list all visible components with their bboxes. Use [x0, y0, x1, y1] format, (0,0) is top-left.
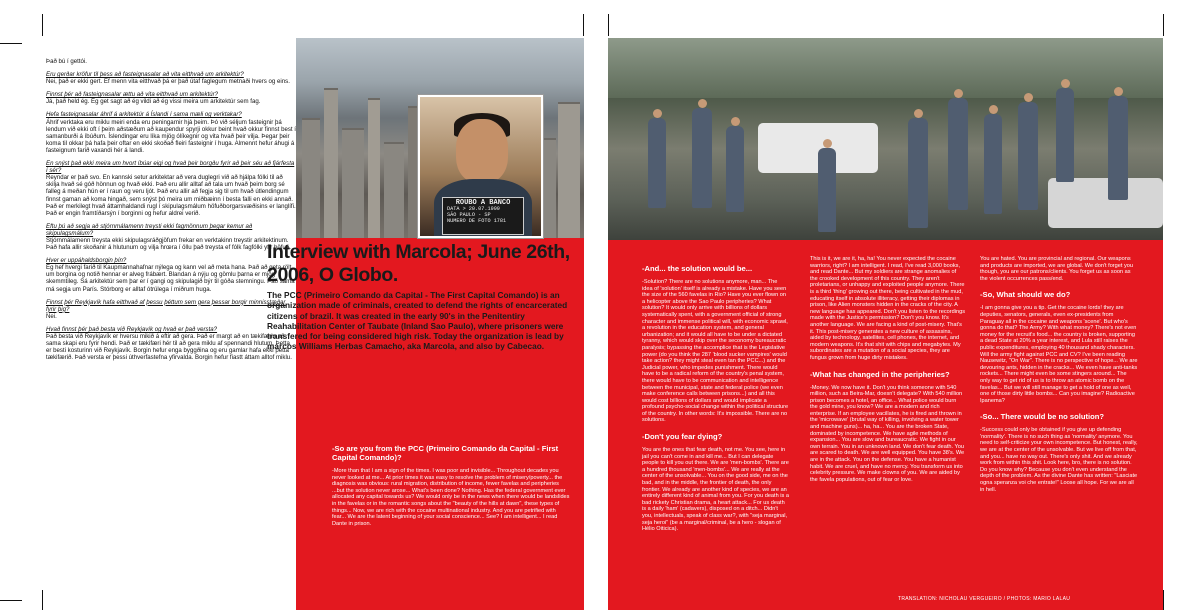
paragraph	[46, 160, 296, 217]
placard-city: SÃO PAULO - SP	[447, 212, 491, 218]
paragraph-question: Eru gerðar kröfur til þess að fasteignasalar að vita eitthvað um arkitektúr?	[46, 71, 244, 79]
article-column-2	[810, 256, 965, 489]
paragraph	[46, 58, 296, 65]
paragraph	[46, 91, 296, 105]
section-heading: -So... There would be no solution?	[980, 412, 1105, 422]
crop-mark	[1163, 14, 1164, 36]
section-heading: -Don't you fear dying?	[642, 432, 723, 442]
mugshot-photo	[418, 95, 543, 238]
article-column-1	[642, 256, 789, 539]
crop-mark	[608, 14, 609, 36]
crop-mark	[0, 600, 22, 601]
section-text: You are hated. You are provincial and regional. Our weapons and products are imported, we are global. We don't forget you though, you are our patrons/clients. You forget us as soon as the violent occurrences pass/end.	[980, 256, 1134, 282]
paragraph-answer: Áhrif verktaka eru miklu meiri enda eru peningarnir hjá þeim. Þó við séljum fasteignir þá lendum við ekki oft í þeim aðstæðum að kaupendur spyrji okkur beint hvað okkur finnst best í samanburði á íbúðum. Íslendingar eru líka mjög ólíkegnir og vita hvað þeir vilja. Þegar þeir koma til okkar þá hafa þeir oftar en ekki skoðað fleiri fasteignir í huga. Almennt hefur áhugi á fasteignum farið vaxandi hér á landi.	[46, 118, 296, 154]
section-text: -Solution? There are no solutions anymore, man... The idea of 'solution' itself is already a mistake. Have you seen the size of the 560 favelas in Rio? Have you ever flown on a helicopter above the Sao Paulo peripheries? What solution? It would only arrive with billions of dollars systematically spent, with a government official of strong character and immense political will, with economic sprawl, a revolution in the education system, and general urbanization; and it would all have to be under a dictated tyranny, which would skip over the seconomy bureaucratic paralysis; bypassing the accomplice that is the Legislative power (do you think the 287 'blood sucker vampires' would take action? they might steal even tan the PCC...) and the Judicial power, who impedes punishment. There would have to be a radical reform of the country's penal system, there would have to be communication and intelligence between the municipal, state and federal police (we even make conference calls between prisons...) and all this would cost billions of dollars and would implicate a profound psycho-social change within the political structure of the country. In other words: It's impossible. There are no solutions.	[642, 279, 789, 424]
paragraph	[46, 71, 296, 85]
paragraph-answer: Það bú í gettói.	[46, 58, 87, 65]
photo-credit: TRANSLATION: NICHOLAU VERGUEIRO / PHOTOS: MARIO LALAU	[898, 596, 1071, 602]
section-heading: -What has changed in the peripheries?	[810, 369, 950, 379]
paragraph-answer: Já, það held ég. Ég get sagt að ég vildi að ég vissi meira um arkitektúr sem fag.	[46, 98, 261, 106]
article-column-3	[980, 256, 1138, 499]
paragraph-question: Finnst þér Reykjavík hafa eitthvað af þessu þéttum sem gera þessar borgir minnisstæðar fyrir þig?	[46, 298, 286, 313]
section-heading: -So, What should we do?	[980, 290, 1071, 300]
paragraph-question: Hefa fasteignasalar áhrif á arkitektúr á Íslandi í sama mæli og verktakar?	[46, 111, 242, 119]
paragraph-question: En snýst það ekki meira um hvort íbúar eigi og hvað þeir borgðu fyrir að þeir séu að fjárfesta í sér?	[46, 160, 295, 175]
paragraph	[46, 299, 296, 320]
section-text: -Money. We now have it. Don't you think someone with 540 million, such as Beira-Mar, doesn't delegate? With 540 million prison becomes a hotel, an office... What police would burn the gold mine, you know? We are a modern and rich enterprise. If an employee vacillates, he is fired and thrown in the 'microwave' (brutal way of killing, involving a water tower and machine guns)... ha, ha... You are the broken State, dominated by incompetence. We have agile methods of expansion... You are slow and bureaucratic. We fight in our own terrain. You in an unknown land. We don't fear death. You are scared to death. We are well equipped. You have 38's. We are in the attack. You on the defense. You have a humanist habit. We are cruel, and have no mercy. You transform us into celebrity pressure. We make clowns of you. We are aided by the favela populations, out of fear or love.	[810, 384, 965, 483]
answer-text: -More than that I am a sign of the times. I was poor and invisible... Throughout decades you never looked at me... At prior times it was easy to resolve the problem of misery/poverty... the diagnosis was obvious: rural migration, distribution of income, fewer favelas and peripheries ...but the solution never arose... What's been done? Nothing. Has the federal government ever allocated any capital towards us? We would only be in the news when there would be landslides in the favelas or in the romantic songs about the "beauty of the hills at dawn", these types of things... Now, we are rich with the cocaine multinational industry. And you are petrified with fear... We are the latent beginning of your social conscience... See? I am intelligent... I read Dante in prison.	[332, 468, 570, 527]
paragraph-answer: Stjórnmálamenn treysta ekki skipulagsráðgjöfum frekar en verktakinn treystir arkitektinum. Það hafa allir skoðanir á hlutunum og vilja hrœra í öllu það treysta ef fólk fagfólki yfir höfuð.	[46, 236, 291, 252]
paragraph-answer: Ég hef hvergi farið til Kaupmannahafnar nýlega og kann vel að meta hana. Það að geta rölt um borgina og notið hennar er alveg frábært. Blandan á nýju og gömlu þarna er mjög skemmtileg. Sá arkitektúr sem þar er í gangi og skipulagið býr til góða stemningu. Það sama má segja um París. Stórborg er alltaf ótrúlega í miðrum huga.	[46, 264, 295, 293]
paragraph-question: Hvað finnst þér það besta við Reykjavík og hvað er það versta?	[46, 325, 218, 333]
paragraph-answer: Reyndar er það svo. En kannski setur arkitektar að vera duglegri við að hjálpa fólki til að skilja hvað sé góð hönnun og hvað ekki. Það eru allir alltaf að tala um hvað þeim borg sé falleg á meðan hún er í raun og veru ljót. Það eru allir að fegja sig til um hvað útlendingum finnst gaman að koma hingað, sem snýst þó meira um miðbæinn í besta falli en ekki annað. Það er merkilegt hvað áttamhaldandi rugl í skipulagsmálum höfuðborgarsvæðisins er langlífi. Það er engin framtíðarsýn í borginni og hefur aldrei verið.	[46, 174, 296, 217]
paragraph-question: Hver er uppáhaldsborgin þín?	[46, 257, 127, 265]
section-text: -Success could only be obtained if you give up defending 'normality'. There is no such thing as 'normality' anymore. You need to self-criticize your own incompetence. But honest, really, we are at the center of the unsolvable. But we live off from that, and you... have no way out. There's only shit. And we already work from within this shit. Look here, bro, there is no solution. Do you know why? Because you don't even understand the depth of the problem. As the divine Dante has written: "Lasciate ogna speranza voi che entrate!" Loose all hope. For we are all in hell.	[980, 427, 1138, 493]
placard-title: ROUBO A BANCO	[455, 199, 511, 207]
left-question-block	[332, 444, 570, 527]
paragraph	[46, 257, 296, 292]
section-text: This is it, we are it, ha, ha! You never expected the cocaine warriors, right? I am intelligent. I read, I've read 3,000 books, and read Dante... But my soldiers are strange anomalies of the crooked development of this country. They aren't proletarians, or unhappy and exploited people anymore. There is a third 'thing' growing out there, being cultivated in the mud, educating itself in absolute illiteracy, getting their diplomas in prison, like Alien monsters hidden in the cracks of the city. A new language has appeared. Don't you listen to the recordings made with the Justice's permission? Don't you know. It's another language. We are facing a kind of post-misery. That's it. This post-misery generates a new culture of assassins, aided by technology, satellites, cell phones, the internet, and modern weapons. It's that shit with chips and megabytes. My subordinates are a mutation of a social species, they are fungus grown from huge dirty mistakes.	[810, 256, 965, 361]
crop-mark	[583, 14, 584, 36]
question-heading: -So are you from the PCC (Primeiro Comando da Capital - First Capital Comando)?	[332, 444, 559, 462]
section-heading: -And... the solution would be...	[642, 264, 753, 273]
left-text-page	[46, 58, 296, 610]
paragraph-question: Finnst þér að fasteignasalar ættu að vita eitthvað um arkitektúr?	[46, 91, 219, 99]
article-title: Interview with Marcola; June 26th, 2006, O Globo.	[267, 241, 570, 286]
police-raid-photo	[608, 38, 1163, 240]
paragraph	[46, 223, 296, 251]
mugshot-face	[456, 119, 508, 183]
placard-date: DATA > 20.07.1999	[447, 206, 500, 212]
paragraph-answer: Nei, það er ekki gert. Ef menn vita eitthvað þá er það útaf faglegum metnaði hvers og eins.	[46, 78, 290, 86]
crop-mark	[42, 14, 43, 36]
paragraph-answer: Það besta við Reykjavík er hversu mikið á eftir að gera. Það er margt að en tækifærin að sama skapi eru fyrir hendi. Það er tækifæri hér til að gera miklu af spennandi hlutum. Þetta er besti kosturinn við Reykjavík. Borgin hefur enga byggðina og eru gamlar hafa ekki þetta tækifærið. Það versta er þessi úthverfastefna yfirvalda. Borgin hefur fiastt áttam alltof miklu.	[46, 333, 292, 362]
mugshot-placard	[442, 197, 524, 235]
section-text: -I am gonna give you a tip. Get the cocaine lords! they are deputies, senators, generals, even ex-presidents from Paraguay all in the cocaine and weapons 'scene'. But who's gonna do that? The Army? With what money? There's not even money for the recruit's food... the country is broken, supporting a dead State at 20% a year interest, and Lula still raises the public expenditures, employing 40 thousand shady characters. Will the army fight against PCC and CV? I've been reading Nausewitz, "On War". There is no perspective of hope... We are devouring ants, hidden in the cracks... We even have anti-tanks rockets... There might even be some stingers around... The only way to get rid of us is to throw an atomic bomb on the favelas... But we will still manage to get a hold of one as well, one of those dirty little bombs... Can you imagine? Radioactive Ipanema?	[980, 305, 1138, 404]
article-intro: The PCC (Primeiro Comando da Capital - The First Capital Comando) is an organization made of criminals, created to defend the rights of encarcerated citizens of brazil. It was created in the early 90's in the Penitentiry Reahabilitation Center of Taubate (Inland Sao Paulo), where prisoners were transfered for being considered high risk. Today the organization is lead by marcos Williams Herbas Camacho, aka Marcola, and also by Cabecao.	[267, 290, 568, 352]
paragraph	[46, 111, 296, 154]
paragraph-question: Eftu þú að segja að stjórnmálamenn treysti ekki fagmönnum þegar kemur að skipulagsmálum?	[46, 222, 253, 237]
crop-mark	[1163, 590, 1164, 610]
placard-number: NUMERO DE FOTO 1781	[447, 218, 507, 224]
section-text: You are the ones that fear death, not me. You see, here in jail you can't come in and kill me... But I can delegate people to kill you out there. We are 'men-bombs'. There are a hundred thousand 'men-bombs'... We are really at the center of the unsolvable... You on the good side, me on the bad, and in the middle, the frontier of death, the only frontier. We already are another kind of species, we are an entirely different kind of animal from you. For you death is a bad rickety Christian drama, a heart attack... For us death is a daily 'ham' (cadavers), disposed on a ditch... Didn't you, intellectuals, speak of class war?, with "seja marginal, seja heroi" (be a marginal/criminal, be a hero - slogan of Hélio Oiticica).	[642, 447, 789, 533]
crop-mark	[42, 590, 43, 610]
crop-mark	[0, 43, 22, 44]
paragraph	[46, 326, 296, 361]
paragraph-answer: Nei.	[46, 312, 57, 320]
